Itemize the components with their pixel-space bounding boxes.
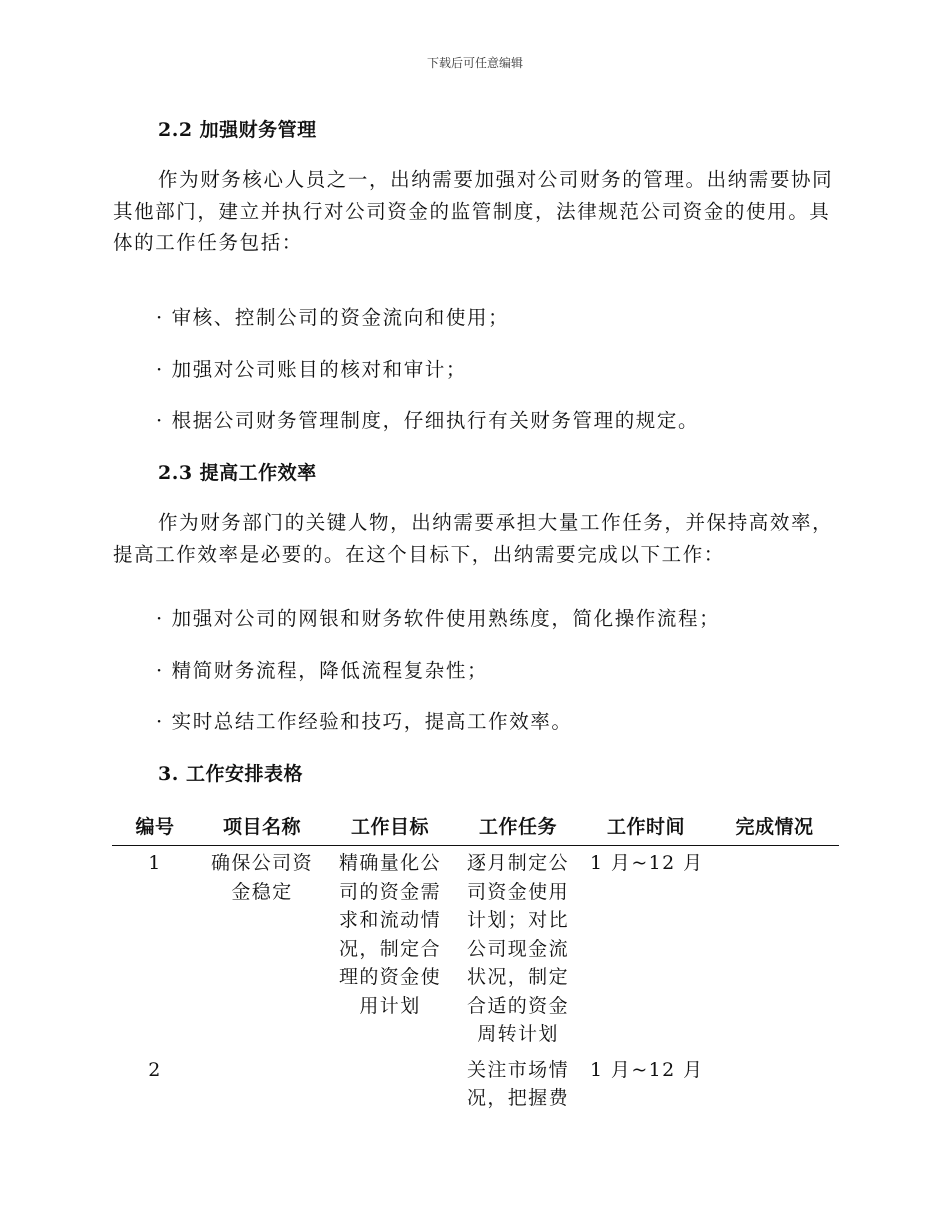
cell-work-task: 关注市场情况，把握费 bbox=[466, 1058, 569, 1109]
column-header-status: 完成情况 bbox=[710, 812, 839, 846]
page-header: 下载后可任意编辑 bbox=[426, 56, 523, 70]
column-header-work-task: 工作任务 bbox=[454, 812, 582, 846]
work-schedule-table bbox=[112, 812, 839, 1117]
cell-number: 1 bbox=[148, 852, 162, 874]
bullet-item: · 加强对公司的网银和财务软件使用熟练度，简化操作流程； bbox=[156, 607, 721, 630]
table-row bbox=[112, 1053, 839, 1117]
section-2-3-paragraph: 作为财务部门的关键人物，出纳需要承担大量工作任务，并保持高效率，提高工作效率是必要的。在这个目标下，出纳需要完成以下工作： bbox=[113, 511, 834, 566]
cell-project-name: 确保公司资金稳定 bbox=[210, 852, 313, 903]
cell-work-time: 1 月~12 月 bbox=[590, 1058, 704, 1081]
cell-status bbox=[710, 1053, 839, 1117]
cell-status bbox=[710, 846, 839, 1053]
cell-work-goal bbox=[326, 1053, 454, 1117]
bullet-item: · 精简财务流程，降低流程复杂性； bbox=[156, 659, 489, 682]
cell-work-task: 逐月制定公司资金使用计划；对比公司现金流状况，制定合适的资金周转计划 bbox=[466, 852, 569, 1045]
column-header-number: 编号 bbox=[112, 812, 198, 846]
column-header-project-name: 项目名称 bbox=[198, 812, 326, 846]
section-2-2-paragraph: 作为财务核心人员之一，出纳需要加强对公司财务的管理。出纳需要协同其他部门，建立并执行对公司资金的监管制度，法律规范公司资金的使用。具体的工作任务包括： bbox=[113, 168, 834, 254]
column-header-work-goal: 工作目标 bbox=[326, 812, 454, 846]
column-header-work-time: 工作时间 bbox=[582, 812, 710, 846]
cell-work-time: 1 月~12 月 bbox=[590, 852, 704, 874]
bullet-item: · 实时总结工作经验和技巧，提高工作效率。 bbox=[156, 710, 573, 733]
section-heading-3: 3. 工作安排表格 bbox=[158, 763, 303, 785]
section-heading-2-2: 2.2 加强财务管理 bbox=[158, 119, 317, 141]
bullet-item: · 根据公司财务管理制度，仔细执行有关财务管理的规定。 bbox=[156, 409, 700, 432]
bullet-item: · 加强对公司账目的核对和审计； bbox=[156, 358, 467, 381]
section-heading-2-3: 2.3 提高工作效率 bbox=[158, 462, 317, 484]
table-row bbox=[112, 846, 839, 1053]
table-header-row bbox=[112, 812, 839, 846]
cell-number: 2 bbox=[148, 1058, 162, 1081]
cell-project-name bbox=[198, 1053, 326, 1117]
cell-work-goal: 精确量化公司的资金需求和流动情况，制定合理的资金使用计划 bbox=[338, 852, 441, 1017]
bullet-item: · 审核、控制公司的资金流向和使用； bbox=[156, 306, 510, 329]
